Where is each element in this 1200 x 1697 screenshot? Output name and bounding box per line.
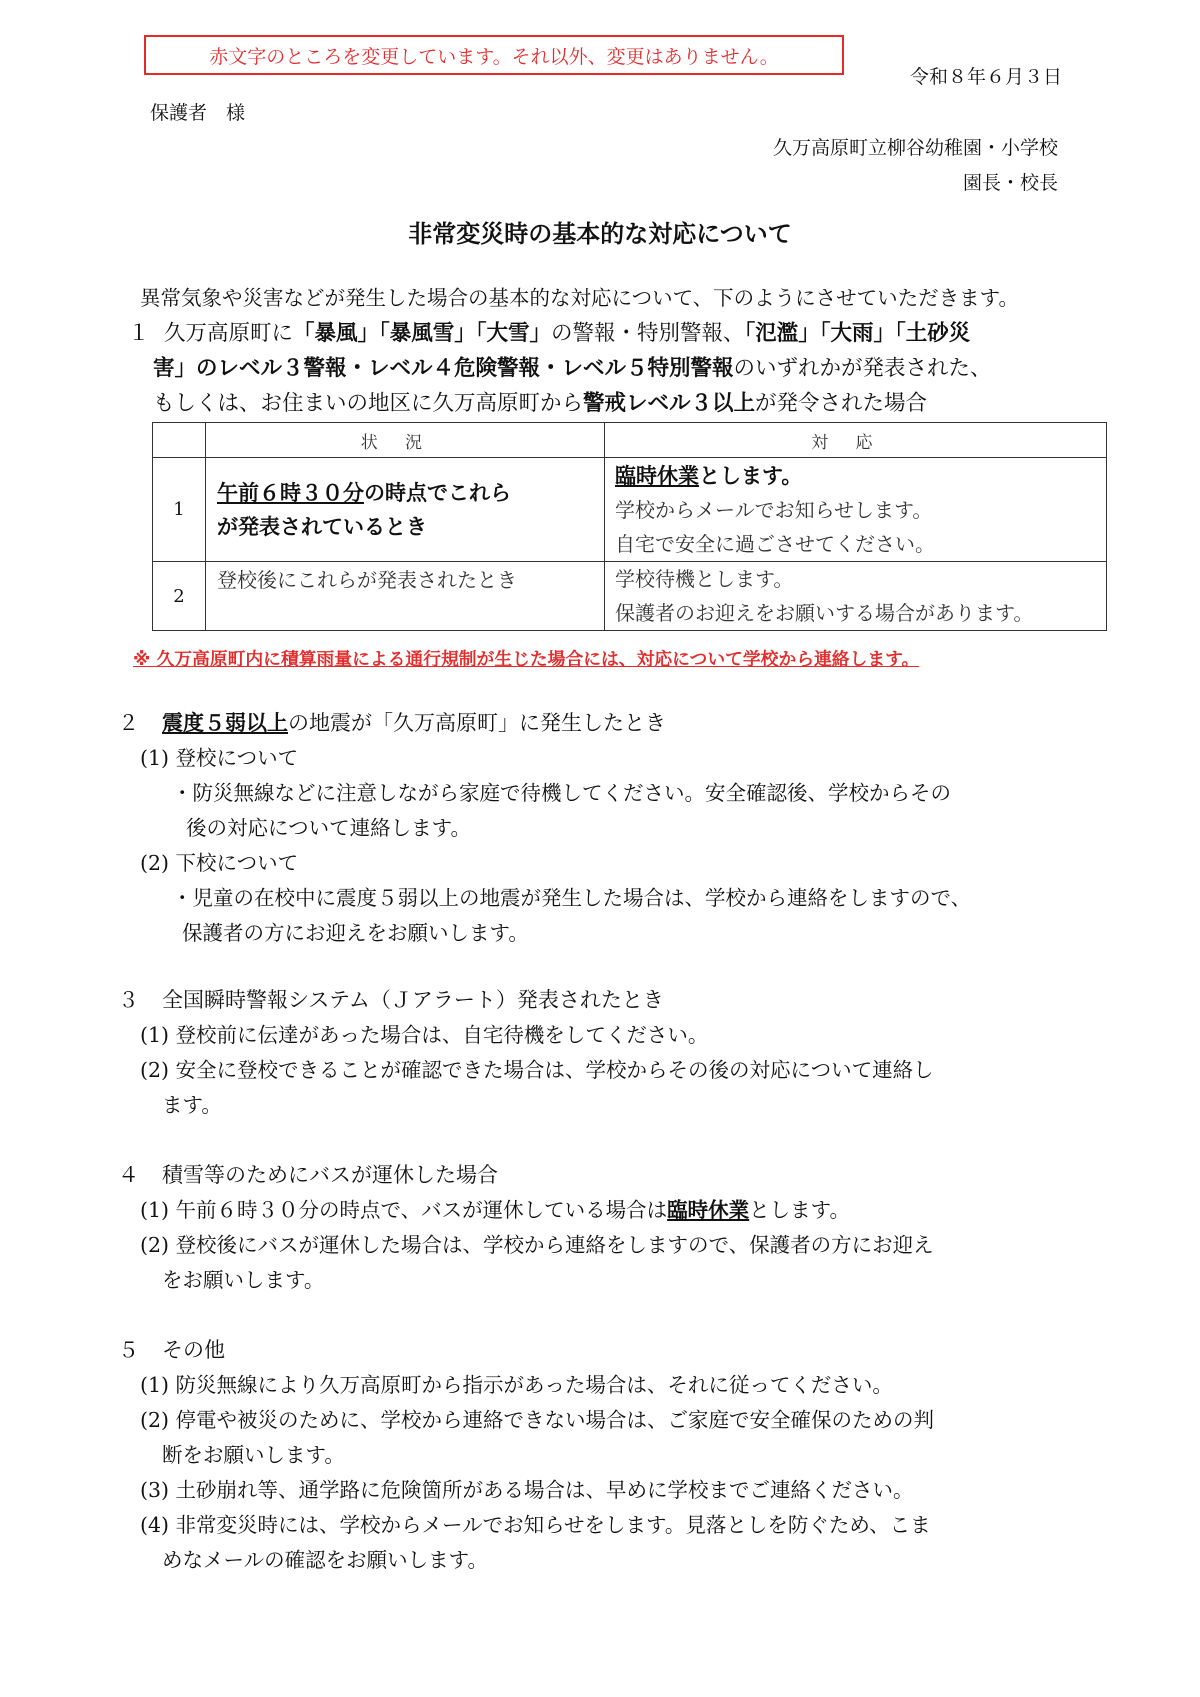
sender-title: 園長・校長 [962,172,1058,194]
table-row-situation [206,562,605,631]
sender-block [773,131,1058,201]
section-1-text: 久万高原町に [164,321,294,346]
section-1-text: もしくは、お住まいの地区に久万高原町から [153,391,584,416]
closure-underlined: 臨時休業 [615,463,699,488]
section-5-item-4: (4) 非常変災時には、学校からメールでお知らせをします。見落としを防ぐため、こま [140,1513,931,1537]
section-2-sub-1: (1) 登校について [140,746,299,770]
section-1-number: １ [128,321,150,346]
section-2-heading [118,706,971,741]
section-2-number: ２ [118,711,139,735]
section-3-item-2-cont: ます。 [162,1093,222,1117]
section-1-bold-warnings: 「暴風」「暴風雪」「大雪」 [293,321,552,346]
section-3-item-2: (2) 安全に登校できることが確認できた場合は、学校からその後の対応について連絡し [140,1058,934,1082]
section-2-bullet-2: ・児童の在校中に震度５弱以上の地震が発生した場合は、学校から連絡をしますので、 [172,886,972,910]
section-2-heading-text: の地震が「久万高原町」に発生したとき [288,711,666,735]
section-5-heading-text: その他 [162,1338,225,1362]
section-4-item-1 [118,1193,934,1228]
time-underlined: 午前６時３０分 [217,480,364,505]
section-4-item-2-cont: をお願いします。 [162,1268,325,1292]
section-4-heading [118,1158,934,1193]
table-row-situation [206,458,605,562]
section-4-item-1-text: とします。 [749,1198,851,1222]
section-1 [128,316,992,421]
section-1-line-2 [128,351,992,386]
section-5 [118,1333,934,1578]
section-4 [118,1158,934,1298]
section-5-heading [118,1333,934,1368]
section-1-bold-warnings: 「氾濫」「大雨」「土砂災 [744,321,971,346]
section-2 [118,706,971,951]
section-4-heading-text: 積雪等のためにバスが運休した場合 [162,1163,498,1187]
change-notice-box [144,35,844,75]
section-3-heading [118,983,934,1018]
section-1-bold-levels: のレベル３警報・レベル４危険警報・レベル５特別警報 [196,356,734,381]
section-1-bold-alert-level: 警戒レベル３以上 [583,391,756,416]
table-header-response: 対応 [605,423,1107,458]
sender-school: 久万高原町立柳谷幼稚園・小学校 [772,137,1058,159]
response-text: 自宅で安全に過ごさせてください。 [615,531,935,556]
section-5-item-1: (1) 防災無線により久万高原町から指示があった場合は、それに従ってください。 [140,1373,893,1397]
intro-text: 異常気象や災害などが発生した場合の基本的な対応について、下のようにさせていただきます。 [140,286,1020,310]
section-1-line-1 [128,316,992,351]
section-2-bullet-1-cont: 後の対応について連絡します。 [186,816,471,840]
response-text: 保護者のお迎えをお願いする場合があります。 [615,601,1034,625]
section-5-item-2-cont: 断をお願いします。 [162,1443,345,1467]
section-4-item-2: (2) 登校後にバスが運休した場合は、学校から連絡をしますので、保護者の方にお迎え [140,1233,934,1257]
table-row [153,562,1107,631]
situation-text: の時点でこれら [364,480,511,505]
document-date: 令和８年６月３日 [909,66,1062,88]
section-1-text: が発令された場合 [755,391,928,416]
section-4-number: ４ [118,1163,139,1187]
section-1-bold-warnings: 害」 [153,356,197,381]
section-1-line-3 [128,386,992,421]
seismic-intensity-underlined: 震度５弱以上 [162,711,288,735]
section-5-item-4-cont: めなメールの確認をお願いします。 [162,1548,488,1572]
closure-underlined: 臨時休業 [667,1198,750,1222]
section-1-text: の警報・特別警報、 [551,321,745,346]
response-text: 学校待機とします。 [615,567,794,591]
response-text: とします。 [699,463,803,488]
section-2-bullet-2-cont: 保護者の方にお迎えをお願いします。 [182,921,529,945]
section-3 [118,983,934,1123]
response-table [152,422,1107,631]
table-header-row [153,423,1107,458]
table-row [153,458,1107,562]
table-row-number: 2 [153,562,206,631]
section-5-item-2: (2) 停電や被災のために、学校から連絡できない場合は、ご家庭で安全確保のための判 [140,1408,935,1432]
section-1-text: のいずれかが発表された、 [733,356,992,381]
section-3-item-1: (1) 登校前に伝達があった場合は、自宅待機をしてください。 [140,1023,709,1047]
recipient: 保護者 様 [150,102,246,124]
table-row-response [605,458,1107,562]
section-2-bullet-1: ・防災無線などに注意しながら家庭で待機してください。安全確認後、学校からその [172,781,951,805]
response-text: 学校からメールでお知らせします。 [615,497,933,522]
section-4-item-1-text: (1) 午前６時３０分の時点で、バスが運休している場合は [140,1198,668,1222]
change-notice-text: 赤文字のところを変更しています。それ以外、変更はありません。 [209,45,779,68]
red-note: ※ 久万高原町内に積算雨量による通行規制が生じた場合には、対応について学校から連絡します。 [133,649,920,670]
situation-text: 登校後にこれらが発表されたとき [217,568,517,592]
section-2-sub-2: (2) 下校について [140,851,299,875]
table-row-number: 1 [153,458,206,562]
section-5-number: ５ [118,1338,139,1362]
section-5-item-3: (3) 土砂崩れ等、通学路に危険箇所がある場合は、早めに学校までご連絡ください。 [140,1478,914,1502]
situation-text: が発表されているとき [217,514,427,539]
section-3-heading-text: 全国瞬時警報システム（Ｊアラート）発表されたとき [162,988,664,1012]
table-header-situation: 状況 [206,423,605,458]
section-3-number: ３ [118,988,139,1012]
document-title: 非常変災時の基本的な対応について [408,220,792,248]
table-row-response [605,562,1107,631]
table-header-empty [153,423,206,458]
